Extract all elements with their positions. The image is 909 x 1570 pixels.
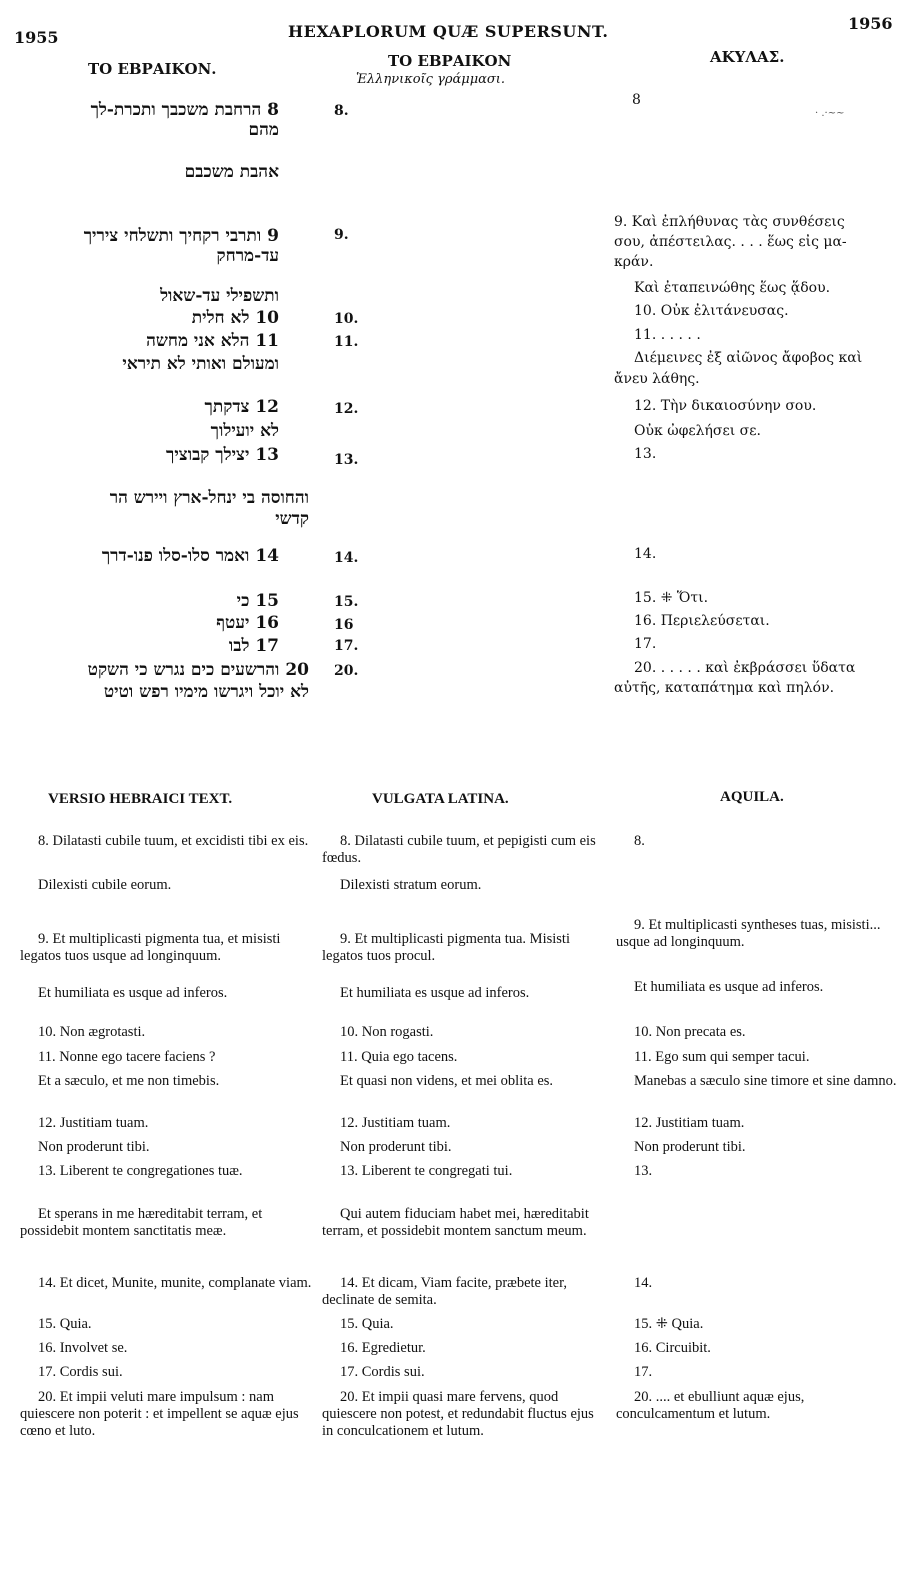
versio-paragraph: 12. Justitiam tuam.: [38, 1115, 149, 1131]
vulgata-paragraph: 13. Liberent te congregati tui.: [340, 1163, 513, 1179]
aquila-greek-line: 16. Περιελεύσεται.: [634, 613, 770, 629]
aquila-greek-line: 10. Οὐκ ἐλιτάνευσας.: [634, 303, 789, 319]
aquila-latin-paragraph: Et humiliata es usque ad inferos.: [634, 979, 824, 995]
vulgata-paragraph: 8. Dilatasti cubile tuum, et pepigisti cum eis fœdus.: [322, 833, 596, 866]
right-page-number: 1956: [848, 14, 893, 33]
versio-paragraph: 11. Nonne ego tacere faciens ?: [38, 1049, 216, 1065]
versio-paragraph: Et humiliata es usque ad inferos.: [38, 985, 228, 1001]
translit-verse-number: 10.: [334, 311, 359, 327]
aquila-greek-line: σου, ἀπέστειλας. . . . ἕως εἰς μα-: [614, 234, 847, 250]
aquila-latin-paragraph: 15. ⁜ Quia.: [634, 1316, 704, 1332]
aquila-greek-line: 11. . . . . .: [634, 327, 701, 343]
translit-verse-number: 14.: [334, 550, 359, 566]
hebrew-line: לא יוכל ויגרשו מימיו רפש וטיט: [103, 682, 309, 702]
hebrew-line: 13 יצילך קבוציך: [166, 445, 279, 465]
translit-verse-number: 13.: [334, 452, 359, 468]
aquila-latin-paragraph: 17.: [634, 1364, 653, 1380]
vulgata-paragraph: Et quasi non videns, et mei oblita es.: [340, 1073, 554, 1089]
aquila-greek-line: κράν.: [614, 254, 654, 270]
translit-verse-number: 11.: [334, 334, 359, 350]
vulgata-paragraph: Non proderunt tibi.: [340, 1139, 452, 1155]
vulgata-column-header: VULGATA LATINA.: [372, 791, 509, 807]
translit-verse-number: 20.: [334, 663, 359, 679]
hebrew-line: 15 כי: [236, 591, 279, 611]
versio-paragraph: 9. Et multiplicasti pigmenta tua, et misisti legatos tuos usque ad longinquum.: [20, 931, 281, 964]
aquila-greek-line: 15. ⁜ Ὅτι.: [634, 590, 709, 606]
hebrew-line: 20 והרשעים כים נגרש כי השקט: [87, 660, 309, 680]
versio-paragraph: Et sperans in me hæreditabit terram, et possidebit montem sanctitatis meæ.: [20, 1206, 263, 1239]
hebrew-line: 9 ותרבי רקחיך ותשלחי ציריך: [83, 226, 279, 246]
aquila-greek-line: 8: [632, 92, 641, 108]
aquila-latin-paragraph: Manebas a sæculo sine timore et sine damno.: [634, 1073, 897, 1089]
translit-verse-number: 9.: [334, 227, 349, 243]
translit-column-header: ΤΟ ΕΒΡΑΙΚΟΝ: [388, 52, 512, 70]
aquila-greek-line: 13.: [634, 446, 657, 462]
versio-paragraph: Non proderunt tibi.: [38, 1139, 150, 1155]
aquila-greek-column-header: ΑΚΥΛΑΣ.: [710, 48, 785, 66]
translit-verse-number: 12.: [334, 401, 359, 417]
vulgata-paragraph: 12. Justitiam tuam.: [340, 1115, 451, 1131]
translit-verse-number: 15.: [334, 594, 359, 610]
versio-paragraph: 15. Quia.: [38, 1316, 92, 1332]
aquila-latin-paragraph: 8.: [634, 833, 645, 849]
aquila-latin-paragraph: 20. .... et ebulliunt aquæ ejus, conculcamentum et lutum.: [616, 1389, 805, 1422]
versio-paragraph: 10. Non ægrotasti.: [38, 1024, 146, 1040]
versio-paragraph: Dilexisti cubile eorum.: [38, 877, 172, 893]
versio-paragraph: 20. Et impii veluti mare impulsum : nam quiescere non poterit : et impellent se aquæ ejus cœno et luto.: [20, 1389, 299, 1439]
vulgata-paragraph: Qui autem fiduciam habet mei, hæreditabit terram, et possidebit montem sanctum meum.: [322, 1206, 589, 1239]
aquila-latin-paragraph: 9. Et multiplicasti syntheses tuas, misisti... usque ad longinquum.: [616, 917, 881, 950]
aquila-greek-line: 12. Τὴν δικαιοσύνην σου.: [634, 398, 817, 414]
aquila-latin-column-header: AQUILA.: [720, 789, 784, 805]
aquila-latin-paragraph: 12. Justitiam tuam.: [634, 1115, 745, 1131]
aquila-greek-line: Καὶ ἐταπεινώθης ἕως ᾅδου.: [634, 280, 831, 296]
hebrew-line: 11 הלא אני מחשה: [146, 331, 279, 351]
vulgata-paragraph: 14. Et dicam, Viam facite, præbete iter, declinate de semita.: [322, 1275, 567, 1308]
aquila-greek-line: 17.: [634, 636, 657, 652]
vulgata-paragraph: Et humiliata es usque ad inferos.: [340, 985, 530, 1001]
versio-paragraph: 17. Cordis sui.: [38, 1364, 123, 1380]
vulgata-paragraph: 20. Et impii quasi mare fervens, quod quiescere non potest, et redundabit fluctus ejus in conculcationem et lutum.: [322, 1389, 594, 1439]
aquila-latin-paragraph: 10. Non precata es.: [634, 1024, 746, 1040]
aquila-greek-line: 14.: [634, 546, 657, 562]
vulgata-paragraph: 16. Egredietur.: [340, 1340, 426, 1356]
aquila-greek-line: αὐτῆς, καταπάτημα καὶ πηλόν.: [614, 680, 835, 696]
hebrew-line: 10 לא חלית: [191, 308, 279, 328]
hebrew-line: 17 לבו: [228, 636, 279, 656]
versio-paragraph: 13. Liberent te congregationes tuæ.: [38, 1163, 243, 1179]
aquila-greek-line: ἄνευ λάθης.: [614, 371, 700, 387]
hebrew-line: לא יועילוך: [210, 421, 279, 441]
versio-paragraph: 16. Involvet se.: [38, 1340, 128, 1356]
vulgata-paragraph: Dilexisti stratum eorum.: [340, 877, 482, 893]
translit-verse-number: 8.: [334, 103, 349, 119]
translit-verse-number: 17.: [334, 638, 359, 654]
hebrew-line: אהבת משכבם: [184, 162, 279, 182]
versio-paragraph: 8. Dilatasti cubile tuum, et excidisti tibi ex eis.: [38, 833, 309, 849]
hebrew-line: עד-מרחק: [216, 246, 279, 266]
vulgata-paragraph: 10. Non rogasti.: [340, 1024, 434, 1040]
aquila-latin-paragraph: Non proderunt tibi.: [634, 1139, 746, 1155]
hebrew-line: 16 יעטף: [216, 613, 279, 633]
hebrew-column-header: ΤΟ ΕΒΡΑΙΚΟΝ.: [88, 60, 217, 78]
aquila-latin-paragraph: 13.: [634, 1163, 653, 1179]
translit-verse-number: 16: [334, 617, 354, 633]
vulgata-paragraph: 11. Quia ego tacens.: [340, 1049, 458, 1065]
aquila-latin-paragraph: 16. Circuibit.: [634, 1340, 711, 1356]
translit-column-subheader: Ἑλληνικοῖς γράμμασι.: [356, 72, 506, 87]
aquila-latin-paragraph: 14.: [634, 1275, 653, 1291]
hebrew-line: ותשפילי עד-שאול: [160, 286, 279, 306]
hebrew-line: ומעולם ואותי לא תיראי: [122, 354, 279, 374]
versio-column-header: VERSIO HEBRAICI TEXT.: [48, 791, 233, 807]
versio-paragraph: 14. Et dicet, Munite, munite, complanate viam.: [38, 1275, 312, 1291]
left-page-number: 1955: [14, 28, 59, 47]
versio-paragraph: Et a sæculo, et me non timebis.: [38, 1073, 220, 1089]
hebrew-line: 8 הרחבת משכבך ותכרת-לך: [90, 100, 279, 120]
hebrew-line: והחוסה בי ינחל-ארץ ויירש הר: [109, 488, 309, 508]
aquila-greek-line: 9. Καὶ ἐπλήθυνας τὰς συνθέσεις: [614, 214, 845, 230]
aquila-greek-line: Οὐκ ὠφελήσει σε.: [634, 423, 761, 439]
vulgata-paragraph: 9. Et multiplicasti pigmenta tua. Misisti legatos tuos procul.: [322, 931, 570, 964]
ink-specks: · .·~~: [815, 108, 845, 119]
running-head: HEXAPLORUM QUÆ SUPERSUNT.: [288, 22, 609, 41]
hebrew-line: קדשי: [275, 509, 309, 529]
vulgata-paragraph: 17. Cordis sui.: [340, 1364, 425, 1380]
aquila-latin-paragraph: 11. Ego sum qui semper tacui.: [634, 1049, 810, 1065]
hebrew-line: מהם: [248, 120, 279, 140]
hebrew-line: 14 ואמר סלו-סלו פנו-דרך: [101, 546, 279, 566]
hebrew-line: 12 צדקתך: [204, 397, 279, 417]
aquila-greek-line: 20. . . . . . καὶ ἐκβράσσει ὕδατα: [634, 660, 856, 676]
vulgata-paragraph: 15. Quia.: [340, 1316, 394, 1332]
aquila-greek-line: Διέμεινες ἐξ αἰῶνος ἄφοβος καὶ: [634, 350, 863, 366]
